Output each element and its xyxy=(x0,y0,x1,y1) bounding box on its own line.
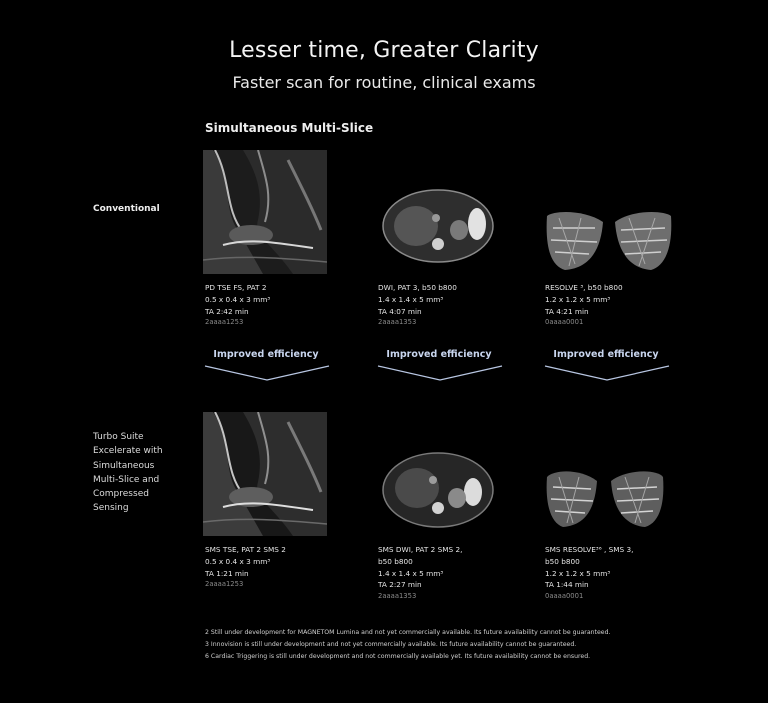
row-label-line: Turbo Suite xyxy=(93,432,144,442)
page-subtitle: Faster scan for routine, clinical exams xyxy=(232,73,536,92)
caption-code: 0aaaa0001 xyxy=(545,592,584,601)
caption-line: 1.4 x 1.4 x 5 mm³ xyxy=(378,294,444,304)
caption-line: 1.2 x 1.2 x 5 mm³ xyxy=(545,568,611,578)
caption-conventional-3 xyxy=(545,282,623,329)
knee-mri-image xyxy=(203,150,327,274)
row-label-line: Excelerate with xyxy=(93,446,163,457)
caption-line: DWI, PAT 3, b50 b800 xyxy=(378,283,457,292)
row-label-line: Multi-Slice and xyxy=(93,474,160,485)
down-chevron-icon xyxy=(377,364,503,382)
improved-efficiency-label: Improved efficiency xyxy=(553,349,659,360)
improved-efficiency-label: Improved efficiency xyxy=(386,349,492,360)
caption-line: 1.2 x 1.2 x 5 mm³ xyxy=(545,294,611,304)
row-label-turbo xyxy=(93,430,163,516)
page-title: Lesser time, Greater Clarity xyxy=(229,38,539,63)
caption-line: TA 4:07 min xyxy=(378,306,422,316)
row-label-line: Sensing xyxy=(93,503,129,514)
row-label-conventional: Conventional xyxy=(93,204,160,214)
caption-code: 2aaaa1253 xyxy=(205,318,244,327)
caption-code: 0aaaa0001 xyxy=(545,318,584,327)
footnote: 2 Still under development for MAGNETOM Lumina and not yet commercially available. Its future availability cannot be guaranteed. xyxy=(205,629,611,636)
caption-line: TA 2:42 min xyxy=(205,306,249,316)
abdomen-dwi-image xyxy=(381,186,495,264)
abdomen-sms-dwi-image xyxy=(381,450,495,530)
caption-line: b50 b800 xyxy=(378,556,413,566)
caption-code: 2aaaa1253 xyxy=(205,580,244,589)
caption-line: PD TSE FS, PAT 2 xyxy=(205,283,267,292)
caption-conventional-1 xyxy=(205,282,270,329)
footnotes xyxy=(205,627,610,662)
knee-mri-sms-image xyxy=(203,412,327,536)
caption-line: SMS DWI, PAT 2 SMS 2, xyxy=(378,545,463,554)
caption-line: TA 4:21 min xyxy=(545,306,589,316)
caption-line: TA 1:21 min xyxy=(205,568,249,578)
caption-turbo-1 xyxy=(205,544,286,591)
improved-efficiency-label: Improved efficiency xyxy=(213,349,319,360)
caption-code: 2aaaa1353 xyxy=(378,592,417,601)
caption-turbo-3 xyxy=(545,544,633,603)
footnote: 6 Cardiac Triggering is still under development and not commercially available yet. Its future availability cannot be ensured. xyxy=(205,652,591,660)
down-chevron-icon xyxy=(204,364,330,382)
down-chevron-icon xyxy=(544,364,670,382)
caption-line: TA 1:44 min xyxy=(545,580,589,590)
caption-code: 2aaaa1353 xyxy=(378,318,417,327)
caption-line: b50 b800 xyxy=(545,556,580,566)
caption-line: RESOLVE ³, b50 b800 xyxy=(545,283,623,292)
row-label-line: Simultaneous xyxy=(93,460,155,471)
section-title: Simultaneous Multi-Slice xyxy=(205,121,374,135)
caption-line: 1.4 x 1.4 x 5 mm³ xyxy=(378,568,444,578)
caption-line: SMS RESOLVE³⁶ , SMS 3, xyxy=(545,545,634,554)
caption-line: SMS TSE, PAT 2 SMS 2 xyxy=(205,545,286,554)
footnote: 3 Innovision is still under development and not yet commercially available. Its future availability cannot be guaranteed. xyxy=(205,640,577,648)
breast-resolve-image xyxy=(545,208,673,272)
breast-sms-resolve-image xyxy=(545,467,665,529)
caption-conventional-2 xyxy=(378,282,457,329)
caption-line: 0.5 x 0.4 x 3 mm³ xyxy=(205,556,271,566)
caption-line: TA 2:27 min xyxy=(378,580,422,590)
row-label-line: Compressed xyxy=(93,489,149,500)
caption-turbo-2 xyxy=(378,544,462,603)
caption-line: 0.5 x 0.4 x 3 mm³ xyxy=(205,294,271,304)
